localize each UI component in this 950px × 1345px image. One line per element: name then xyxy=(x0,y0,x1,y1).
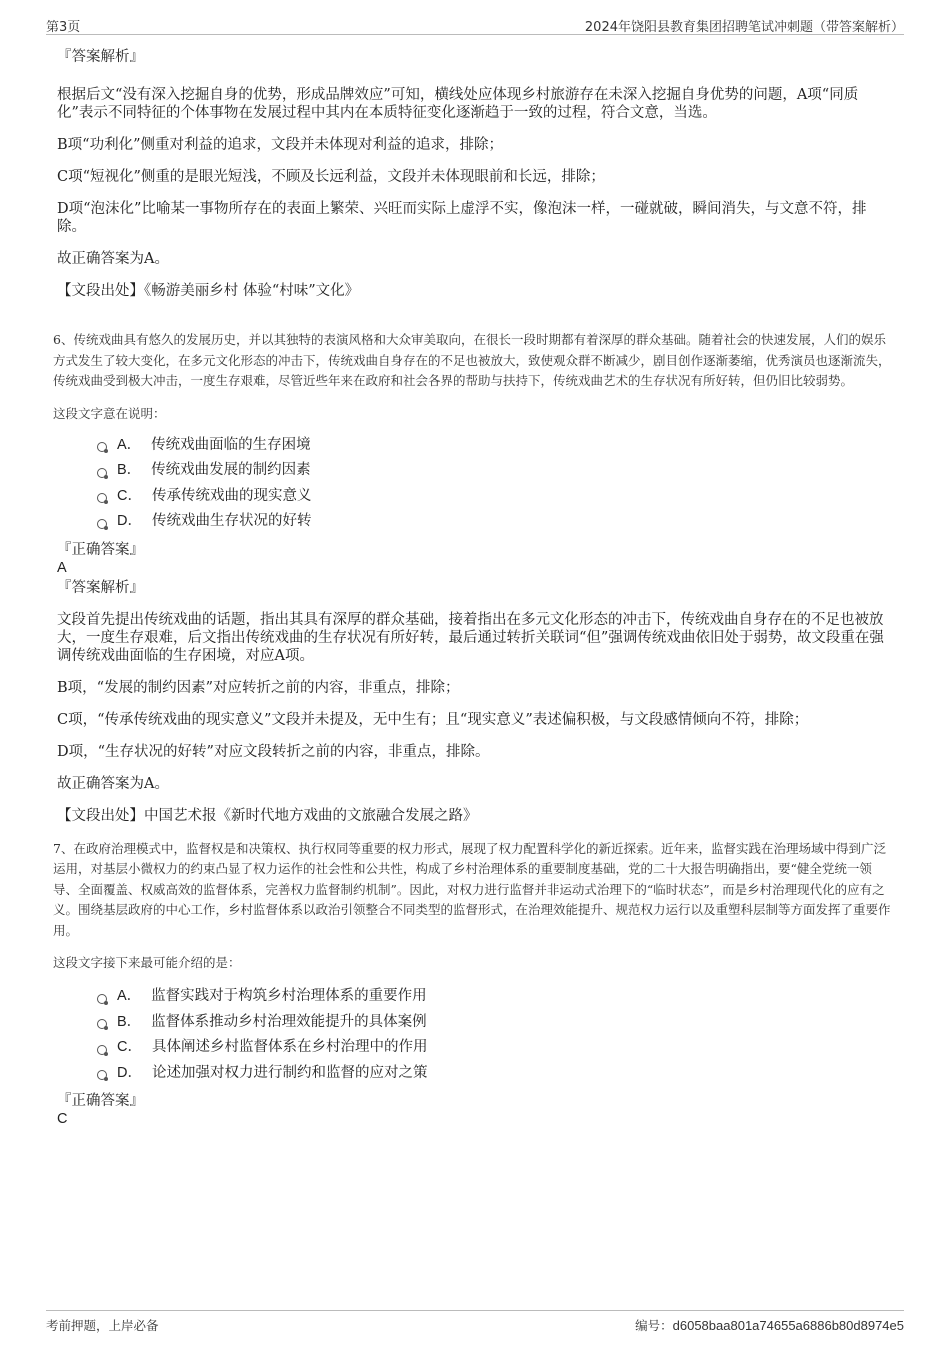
document-code: 编号：d6058baa801a74655a6886b80d8974e5 xyxy=(635,1318,904,1333)
analysis-paragraph: B项“功利化”侧重对利益的追求，文段并未体现对利益的追求，排除； xyxy=(57,137,503,153)
radio-icon[interactable] xyxy=(97,468,107,478)
analysis-conclusion: 故正确答案为A。 xyxy=(57,775,169,792)
option-d[interactable]: D． 论述加强对权力进行制约和监督的应对之策 xyxy=(97,1061,887,1087)
option-b[interactable]: B． 监督体系推动乡村治理效能提升的具体案例 xyxy=(97,1010,887,1036)
radio-icon[interactable] xyxy=(97,1019,107,1029)
radio-icon[interactable] xyxy=(97,994,107,1004)
analysis-heading: 『答案解析』 xyxy=(57,579,144,596)
source-citation: 【文段出处】《畅游美丽乡村 体验“村味”文化》 xyxy=(57,283,360,299)
correct-answer-heading: 『正确答案』 xyxy=(57,1093,144,1109)
radio-icon[interactable] xyxy=(97,1045,107,1055)
document-title: 2024年饶阳县教育集团招聘笔试冲刺题（带答案解析） xyxy=(584,20,904,35)
question-7-stem: 7、在政府治理模式中，监督权是和决策权、执行权同等重要的权力形式，展现了权力配置科学化的新近探索。近年来，监督实践在治理场域中得到广泛运用，对基层小微权力的约束凸显了权力运作的社会性和公共性，构成了乡村治理体系的重要制度基础，党的二十大报告明确指出，要“健全党统一领导、全面覆盖、权威高效的监督体系，完善权力监督制约机制”。因此，对权力进行监督并非运动式治理下的“临时状态”，而是乡村治理现代化的应有之义。围绕基层政府的中心工作，乡村监督体系以政治引领整合不同类型的监督形式，在治理效能提升、规范权力运行以及重塑科层制等方面发挥了重要作用。 xyxy=(53,840,891,938)
option-a[interactable]: A． 监督实践对于构筑乡村治理体系的重要作用 xyxy=(97,984,887,1010)
analysis-conclusion: 故正确答案为A。 xyxy=(57,251,169,267)
question-7-prompt: 这段文字接下来最可能介绍的是： xyxy=(53,955,241,970)
page-number: 第3页 xyxy=(46,20,81,35)
option-a[interactable]: A． 传统戏曲面临的生存困境 xyxy=(97,433,887,459)
question-7-options xyxy=(57,984,887,1086)
source-citation: 【文段出处】中国艺术报《新时代地方戏曲的文旅融合发展之路》 xyxy=(57,807,478,824)
radio-icon[interactable] xyxy=(97,493,107,503)
radio-icon[interactable] xyxy=(97,519,107,529)
analysis-paragraph: 根据后文“没有深入挖掘自身的优势，形成品牌效应”可知，横线处应体现乡村旅游存在未深入挖掘自身优势的问题，A项“同质化”表示不同特征的个体事物在发展过程中其内在本质特征变化逐渐趋于一致的过程，符合文意，当选。 xyxy=(57,87,859,121)
correct-answer: A xyxy=(57,559,67,576)
question-6-stem: 6、传统戏曲具有悠久的发展历史，并以其独特的表演风格和大众审美取向，在很长一段时期都有着深厚的群众基础。随着社会的快速发展，人们的娱乐方式发生了较大变化，在多元文化形态的冲击下，传统戏曲自身存在的不足也被放大，致使观众群不断减少，剧目创作逐渐萎缩，优秀演员也逐渐流失，传统戏曲受到极大冲击，一度生存艰难，尽管近些年来在政府和社会各界的帮助与扶持下，传统戏曲艺术的生存状况有所好转，但仍旧比较弱势。 xyxy=(53,332,891,388)
analysis-paragraph: D项“泡沫化”比喻某一事物所存在的表面上繁荣、兴旺而实际上虚浮不实，像泡沫一样，一碰就破，瞬间消失，与文意不符，排除。 xyxy=(57,201,867,235)
analysis-paragraph: 文段首先提出传统戏曲的话题，指出其具有深厚的群众基础，接着指出在多元文化形态的冲击下，传统戏曲自身存在的不足也被放大，一度生存艰难，后文指出传统戏曲的生存状况有所好转，最后通过转折关联词“但”强调传统戏曲依旧处于弱势，故文段重在强调传统戏曲面临的生存困境，对应A项。 xyxy=(57,611,884,664)
analysis-heading: 『答案解析』 xyxy=(57,49,144,65)
footer-slogan: 考前押题，上岸必备 xyxy=(46,1318,159,1333)
page-header xyxy=(46,14,904,35)
option-c[interactable]: C． 具体阐述乡村监督体系在乡村治理中的作用 xyxy=(97,1035,887,1061)
correct-answer-heading: 『正确答案』 xyxy=(57,541,144,558)
analysis-paragraph: C项，“传承传统戏曲的现实意义”文段并未提及，无中生有；且“现实意义”表述偏积极，与文段感情倾向不符，排除； xyxy=(57,711,809,728)
analysis-paragraph: B项，“发展的制约因素”对应转折之前的内容，非重点，排除； xyxy=(57,679,460,696)
page-footer xyxy=(46,1310,904,1333)
option-b[interactable]: B． 传统戏曲发展的制约因素 xyxy=(97,458,887,484)
analysis-paragraph: D项，“生存状况的好转”对应文段转折之前的内容，非重点，排除。 xyxy=(57,743,490,760)
option-d[interactable]: D． 传统戏曲生存状况的好转 xyxy=(97,509,887,535)
correct-answer: C xyxy=(57,1111,68,1127)
document-body xyxy=(53,42,891,1128)
analysis-paragraph: C项“短视化”侧重的是眼光短浅，不顾及长远利益，文段并未体现眼前和长远，排除； xyxy=(57,169,605,185)
radio-icon[interactable] xyxy=(97,442,107,452)
question-6-options xyxy=(57,433,887,535)
question-6-prompt: 这段文字意在说明： xyxy=(53,405,166,421)
option-c[interactable]: C． 传承传统戏曲的现实意义 xyxy=(97,484,887,510)
radio-icon[interactable] xyxy=(97,1070,107,1080)
